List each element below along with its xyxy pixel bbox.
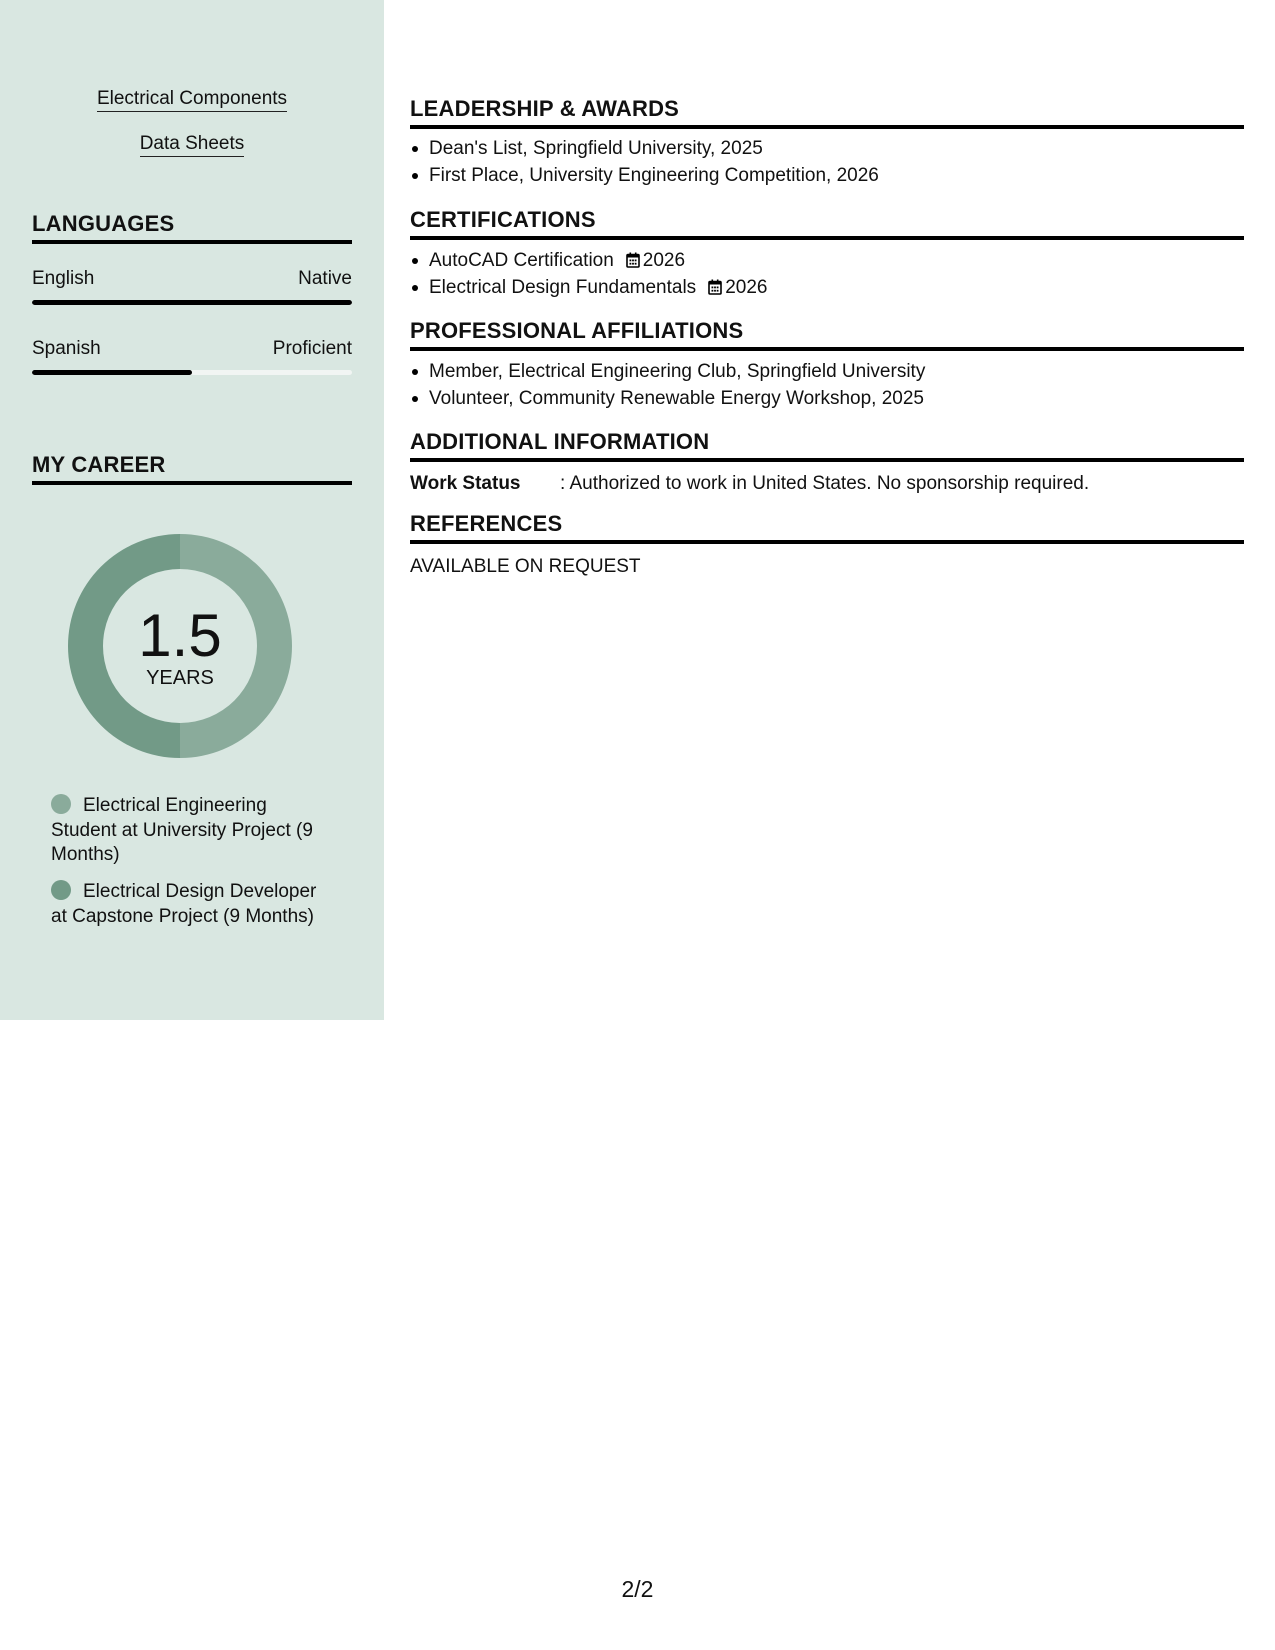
- skill-link-electrical-components[interactable]: [0, 88, 384, 112]
- list-item: Dean's List, Springfield University, 2025: [429, 135, 1263, 162]
- language-bar-fill: [32, 370, 192, 375]
- language-level: Native: [298, 268, 352, 289]
- career-total-years: 1.5: [138, 602, 222, 669]
- list-item: Member, Electrical Engineering Club, Springfield University: [429, 358, 1263, 385]
- calendar-icon: [626, 252, 640, 268]
- list-item: [429, 274, 1263, 301]
- page-number: 2/2: [621, 1576, 654, 1602]
- certifications-list: [410, 247, 1263, 301]
- career-total-unit: YEARS: [146, 667, 214, 689]
- calendar-icon: [708, 279, 722, 295]
- certification-name: AutoCAD Certification: [429, 250, 614, 271]
- certification-name: Electrical Design Fundamentals: [429, 277, 697, 298]
- career-legend-item: [51, 880, 323, 929]
- list-item: Volunteer, Community Renewable Energy Workshop, 2025: [429, 385, 1263, 412]
- legend-dot-icon: [51, 794, 71, 814]
- affiliations-heading: PROFESSIONAL AFFILIATIONS: [410, 318, 1244, 351]
- work-status-value: : Authorized to work in United States. No sponsorship required.: [560, 473, 1090, 494]
- language-bar-english: [32, 300, 352, 305]
- career-legend-item: [51, 794, 323, 868]
- language-name: Spanish: [32, 338, 101, 359]
- leadership-heading: LEADERSHIP & AWARDS: [410, 96, 1244, 129]
- skill-link-data-sheets[interactable]: [0, 133, 384, 157]
- language-row-spanish: [32, 338, 352, 360]
- certification-year: 2026: [642, 250, 686, 271]
- skill-label[interactable]: Data Sheets: [140, 133, 245, 157]
- language-bar-spanish: [32, 370, 352, 375]
- sidebar: [0, 0, 384, 1020]
- references-heading: REFERENCES: [410, 511, 1244, 544]
- certifications-heading: CERTIFICATIONS: [410, 207, 1244, 240]
- additional-info-heading: ADDITIONAL INFORMATION: [410, 429, 1244, 462]
- language-row-english: [32, 268, 352, 290]
- languages-heading: LANGUAGES: [32, 211, 352, 244]
- list-item: [429, 247, 1263, 274]
- list-item: First Place, University Engineering Competition, 2026: [429, 162, 1263, 189]
- work-status-label: Work Status: [410, 473, 521, 494]
- certification-year: 2026: [725, 277, 768, 298]
- leadership-list: [410, 135, 1263, 189]
- references-text: AVAILABLE ON REQUEST: [410, 556, 641, 577]
- career-legend-label: Electrical Design Developer at Capstone Project (9 Months): [51, 881, 317, 927]
- legend-dot-icon: [51, 880, 71, 900]
- career-legend-label: Electrical Engineering Student at University Project (9 Months): [51, 795, 313, 865]
- language-bar-fill: [32, 300, 352, 305]
- career-heading: MY CAREER: [32, 452, 352, 485]
- skill-label[interactable]: Electrical Components: [97, 88, 287, 112]
- language-level: Proficient: [272, 338, 352, 359]
- affiliations-list: [410, 358, 1263, 412]
- language-name: English: [32, 268, 95, 289]
